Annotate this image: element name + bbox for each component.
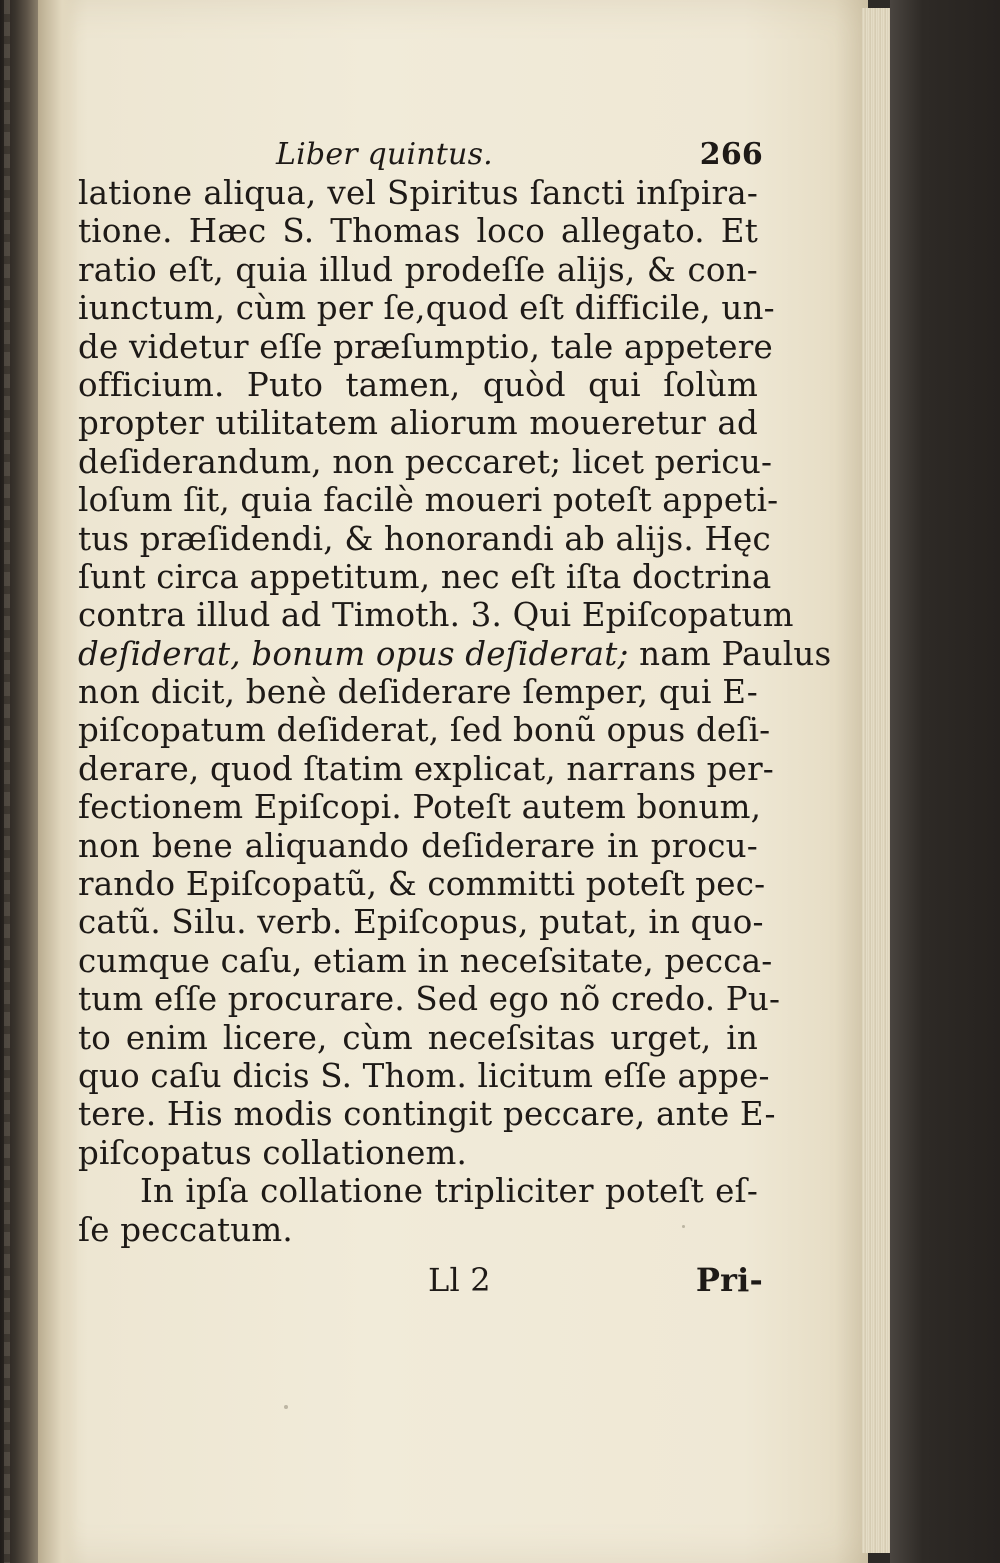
- paper-speck: [284, 1405, 288, 1409]
- text-line-italic-quote: [78, 634, 832, 673]
- text-line: latione aliqua, vel Spiritus ſancti inſpira-: [78, 174, 758, 212]
- running-title: Liber quintus.: [276, 137, 493, 172]
- paper-speck: [682, 1225, 685, 1228]
- text-line: tum eſſe procurare. Sed ego nõ credo. Pu-: [78, 980, 781, 1019]
- paragraph-first-line: In ipſa collatione tripliciter poteſt eſ-: [140, 1172, 758, 1211]
- text-line: piſcopatus collationem.: [78, 1133, 468, 1172]
- spine-shadow: [38, 0, 78, 1563]
- text-line: piſcopatum deſiderat, ſed bonũ opus deſi-: [78, 711, 771, 750]
- text-line: non dicit, benè deſiderare ſemper, qui E-: [78, 673, 758, 712]
- text-line: ratio eſt, quia illud prodeſſe alijs, & con-: [78, 250, 758, 289]
- scripture-quote: deſiderat, bonum opus deſiderat;: [78, 634, 629, 673]
- page-text-block: [78, 130, 832, 1301]
- text-line: quo caſu dicis S. Thom. licitum eſſe appe-: [78, 1056, 770, 1095]
- text-line: fectionem Epiſcopi. Poteſt autem bonum,: [78, 788, 762, 827]
- text-line: de videtur eſſe præſumptio, tale appetere: [78, 327, 773, 366]
- text-line: cumque caſu, etiam in neceſsitate, pecca-: [78, 941, 773, 980]
- text-line: iunctum, cùm per ſe,quod eſt difficile, un-: [78, 289, 775, 328]
- signature-mark: Ll 2: [428, 1260, 491, 1299]
- text-line: catũ. Silu. verb. Epiſcopus, putat, in quo-: [78, 903, 764, 942]
- text-line: ſe peccatum.: [78, 1210, 293, 1249]
- text-line: to enim licere, cùm neceſsitas urget, in: [78, 1018, 758, 1057]
- text-line: propter utilitatem aliorum moueretur ad: [78, 404, 758, 443]
- text-fragment: nam Paulus: [628, 634, 832, 673]
- text-line: loſum ſit, quia facilè moueri poteſt appeti-: [78, 481, 779, 520]
- catchword: Pri-: [695, 1260, 763, 1299]
- text-line: ſunt circa appetitum, nec eſt iſta doctrina: [78, 557, 772, 596]
- text-line: tere. His modis contingit peccare, ante E-: [78, 1095, 776, 1134]
- text-line: contra illud ad Timoth. 3. Qui Epiſcopatum: [78, 596, 794, 635]
- running-header: [78, 130, 763, 174]
- left-book-edge: [0, 0, 38, 1563]
- page-footer: [78, 1253, 763, 1301]
- text-line: tione. Hæc S. Thomas loco allegato. Et: [78, 212, 758, 251]
- text-line: rando Epiſcopatũ, & committi poteſt pec-: [78, 865, 766, 904]
- page-edges-stack: [862, 8, 892, 1553]
- text-line: officium. Puto tamen, quòd qui ſolùm: [78, 365, 758, 404]
- book-page: [38, 0, 868, 1563]
- scan-background-right: [890, 0, 1000, 1563]
- page-number: 266: [699, 137, 763, 172]
- text-line: non bene aliquando deſiderare in procu-: [78, 826, 758, 865]
- text-line: deſiderandum, non peccaret; licet pericu-: [78, 442, 773, 481]
- text-line: tus præſidendi, & honorandi ab alijs. Hęc: [78, 519, 771, 558]
- text-line: derare, quod ſtatim explicat, narrans per-: [78, 749, 774, 788]
